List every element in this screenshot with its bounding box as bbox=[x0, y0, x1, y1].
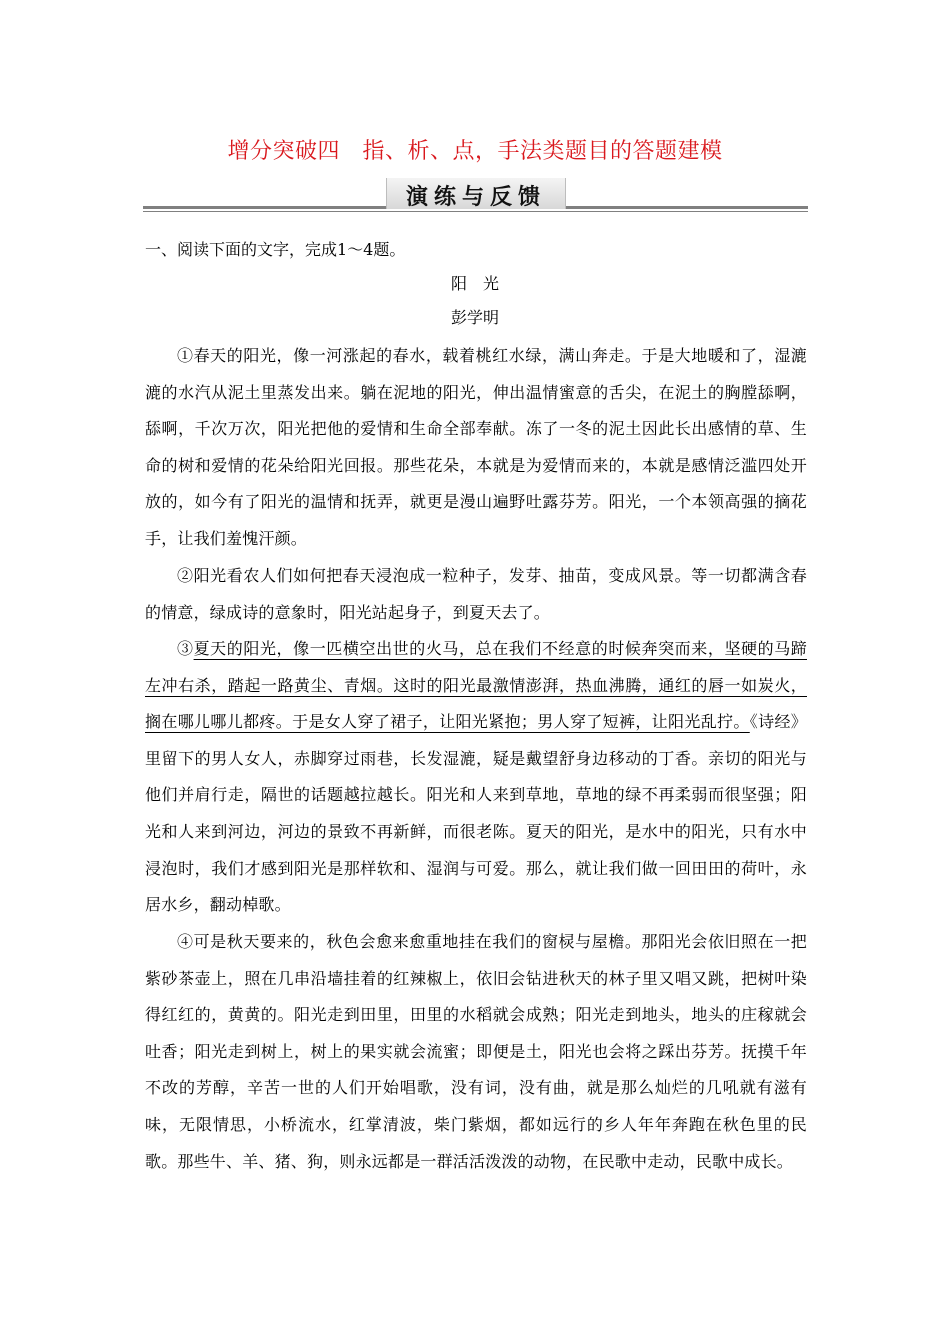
paragraph-1: ①春天的阳光，像一河涨起的春水，载着桃红水绿，满山奔走。于是大地暖和了，湿漉漉的水汽从泥土里蒸发出来。躺在泥地的阳光，伸出温情蜜意的舌尖，在泥土的胸膛舔啊，舔啊，千次万次，阳光把他的爱情和生命全部奉献。冻了一冬的泥土因此长出感情的草、生命的树和爱情的花朵给阳光回报。那些花朵，本就是为爱情而来的，本就是感情泛滥四处开放的，如今有了阳光的温情和抚弄，就更是漫山遍野吐露芬芳。阳光，一个本领高强的摘花手，让我们羞愧汗颜。 bbox=[145, 346, 807, 548]
section-label-box bbox=[386, 178, 566, 209]
question-intro: 一、阅读下面的文字，完成1～4题。 bbox=[145, 240, 406, 259]
section-header-bar bbox=[143, 178, 808, 214]
article-author: 彭学明 bbox=[450, 308, 499, 327]
paragraph-3-text: 《诗经》里留下的男人女人，赤脚穿过雨巷，长发湿漉，疑是戴望舒身边移动的丁香。亲切的阳光与他们并肩行走，隔世的话题越拉越长。阳光和人来到草地，草地的绿不再柔弱而很坚强；阳光和人来到河边，河边的景致不再新鲜，而很老陈。夏天的阳光，是水中的阳光，只有水中浸泡时，我们才感到阳光是那样软和、湿润与可爱。那么，就让我们做一回田田的荷叶，永居水乡，翻动棹歌。 bbox=[145, 712, 807, 915]
article-title: 阳 光 bbox=[450, 274, 499, 293]
paragraph-3-number: ③ bbox=[177, 639, 194, 658]
page-title: 增分突破四 指、析、点，手法类题目的答题建模 bbox=[227, 139, 723, 164]
paragraph-3 bbox=[145, 631, 807, 924]
paragraph-2: ②阳光看农人们如何把春天浸泡成一粒种子，发芽、抽苗，变成风景。等一切都满含春的情意，绿成诗的意象时，阳光站起身子，到夏天去了。 bbox=[145, 566, 807, 622]
section-label: 演练与反馈 bbox=[405, 184, 546, 210]
paragraph-3-underlined-text: 夏天的阳光，像一匹横空出世的火马，总在我们不经意的时候奔突而来，坚硬的马蹄左冲右杀，踏起一路黄尘、青烟。这时的阳光最激情澎湃，热血沸腾，通红的唇一如炭火，搁在哪儿哪儿都疼。于是女人穿了裙子，让阳光紧抱；男人穿了短裤，让阳光乱拧。 bbox=[145, 639, 807, 732]
paragraph-4: ④可是秋天要来的，秋色会愈来愈重地挂在我们的窗棂与屋檐。那阳光会依旧照在一把紫砂茶壶上，照在几串沿墙挂着的红辣椒上，依旧会钻进秋天的林子里又唱又跳，把树叶染得红红的，黄黄的。阳光走到田里，田里的水稻就会成熟；阳光走到地头，地头的庄稼就会吐香；阳光走到树上，树上的果实就会流蜜；即便是土，阳光也会将之踩出芬芳。抚摸千年不改的芳醇，辛苦一世的人们开始唱歌，没有词，没有曲，就是那么灿烂的几吼就有滋有味，无限情思，小桥流水，红掌清波，柴门紫烟，都如远行的乡人年年奔跑在秋色里的民歌。那些牛、羊、猪、狗，则永远都是一群活活泼泼的动物，在民歌中走动，民歌中成长。 bbox=[145, 932, 807, 1171]
section-rule-thin bbox=[143, 211, 808, 212]
